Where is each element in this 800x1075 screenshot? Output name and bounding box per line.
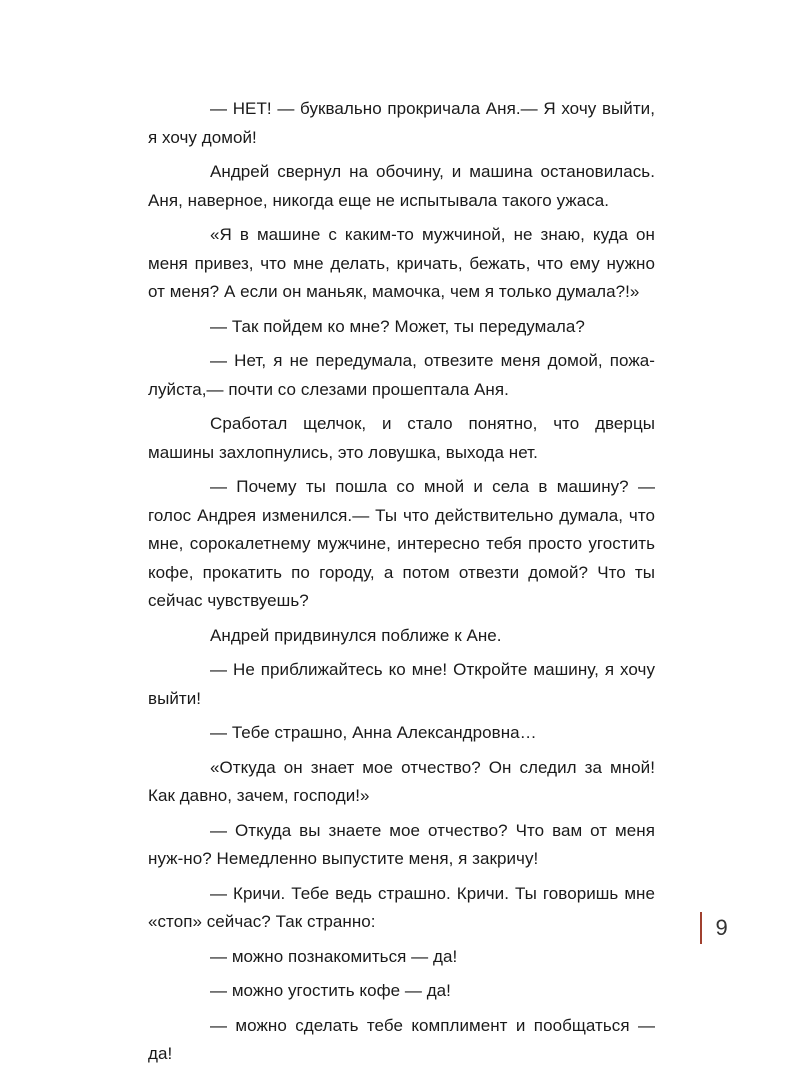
paragraph: — Кричи. Тебе ведь страшно. Кричи. Ты говоришь мне «стоп» сейчас? Так странно:: [148, 883, 655, 931]
paragraph: Сработал щелчок, и стало понятно, что дверцы машины захлопнулись, это ловушка, выхода нет.: [148, 414, 655, 462]
paragraph: — Тебе страшно, Анна Александровна…: [210, 723, 537, 742]
paragraph: Андрей свернул на обочину, и машина остановилась. Аня, наверное, никогда еще не испытывала такого ужаса.: [148, 162, 655, 210]
footer-rule: [700, 912, 702, 944]
page-number: 9: [715, 915, 728, 940]
paragraph: — можно сделать тебе комплимент и пообщаться — да!: [148, 1015, 655, 1063]
paragraph: «Я в машине с каким-то мужчиной, не знаю, куда он меня привез, что мне делать, кричать, бежать, что ему нужно от меня? А если он маньяк, мамочка, чем я только думала?!»: [148, 225, 655, 301]
paragraph: — Нет, я не передумала, отвезите меня домой, пожа-луйста,— почти со слезами прошептала Аня.: [148, 351, 655, 399]
paragraph: — Так пойдем ко мне? Может, ты передумала?: [210, 316, 585, 336]
paragraph: — можно угостить кофе — да!: [210, 981, 451, 1000]
paragraph: — можно познакомиться — да!: [210, 946, 458, 966]
paragraph: «Откуда он знает мое отчество? Он следил за мной! Как давно, зачем, господи!»: [148, 757, 655, 805]
paragraph: — Почему ты пошла со мной и села в машину? — голос Андрея изменился.— Ты что действительно думала, что мне, сорокалетнему мужчине, интересно тебя просто угостить кофе, прокатить по городу, а потом отвезти домой? Что ты сейчас чувствуешь?: [148, 477, 655, 610]
paragraph: — Откуда вы знаете мое отчество? Что вам от меня нуж-но? Немедленно выпустите меня, я закричу!: [148, 820, 655, 868]
paragraph: — НЕТ! — буквально прокричала Аня.— Я хочу выйти, я хочу домой!: [148, 99, 655, 147]
page-body: [148, 95, 655, 1075]
paragraph: — Не приближайтесь ко мне! Откройте машину, я хочу выйти!: [148, 660, 655, 708]
page-footer: [700, 912, 728, 944]
paragraph: Андрей придвинулся поближе к Ане.: [210, 625, 502, 645]
